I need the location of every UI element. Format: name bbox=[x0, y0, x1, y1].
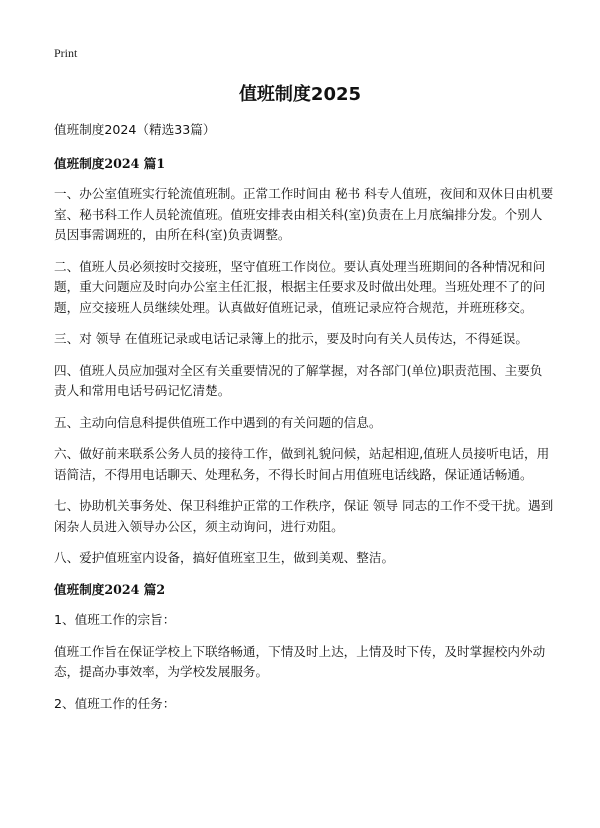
document-content bbox=[54, 120, 554, 725]
document-subtitle: 值班制度2024（精选33篇） bbox=[54, 122, 216, 137]
print-label[interactable]: Print bbox=[54, 46, 78, 60]
paragraph: 六、做好前来联系公务人员的接待工作，做到礼貌问候，站起相迎,值班人员接听电话，用语简洁，不得用电话聊天、处理私务，不得长时间占用值班电话线路，保证通话畅通。 bbox=[54, 446, 550, 482]
section-heading: 值班制度2024 篇2 bbox=[54, 581, 166, 597]
paragraph: 2、值班工作的任务： bbox=[54, 695, 176, 711]
paragraph: 四、值班人员应加强对全区有关重要情况的了解掌握，对各部门(单位)职责范围、主要负责人和常用电话号码记忆清楚。 bbox=[54, 362, 543, 398]
section-heading: 值班制度2024 篇1 bbox=[54, 155, 166, 171]
paragraph: 值班工作旨在保证学校上下联络畅通，下情及时上达，上情及时下传，及时掌握校内外动态，提高办事效率，为学校发展服务。 bbox=[54, 643, 546, 679]
paragraph: 二、值班人员必须按时交接班，坚守值班工作岗位。要认真处理当班期间的各种情况和问题，重大问题应及时向办公室主任汇报，根据主任要求及时做出处理。当班处理不了的问题，应交接班人员继续处理。认真做好值班记录，值班记录应符合规范，并班班移交。 bbox=[54, 258, 546, 315]
paragraph: 七、协助机关事务处、保卫科维护正常的工作秩序，保证 领导 同志的工作不受干扰。遇到闲杂人员进入领导办公区，须主动询问，进行劝阻。 bbox=[54, 498, 554, 534]
paragraph: 五、主动向信息科提供值班工作中遇到的有关问题的信息。 bbox=[54, 414, 382, 430]
paragraph: 一、办公室值班实行轮流值班制。正常工作时间由 秘书 科专人值班，夜间和双休日由机要室、秘书科工作人员轮流值班。值班安排表由相关科(室)负责在上月底编排分发。个别人员因事需调班的，由所在科(室)负责调整。 bbox=[54, 186, 554, 242]
document-title: 值班制度2025 bbox=[238, 84, 362, 105]
paragraph: 三、对 领导 在值班记录或电话记录簿上的批示，要及时向有关人员传达，不得延误。 bbox=[54, 331, 528, 346]
paragraph: 1、值班工作的宗旨： bbox=[54, 612, 176, 627]
paragraph: 八、爱护值班室内设备，搞好值班室卫生，做到美观、整洁。 bbox=[54, 550, 395, 565]
